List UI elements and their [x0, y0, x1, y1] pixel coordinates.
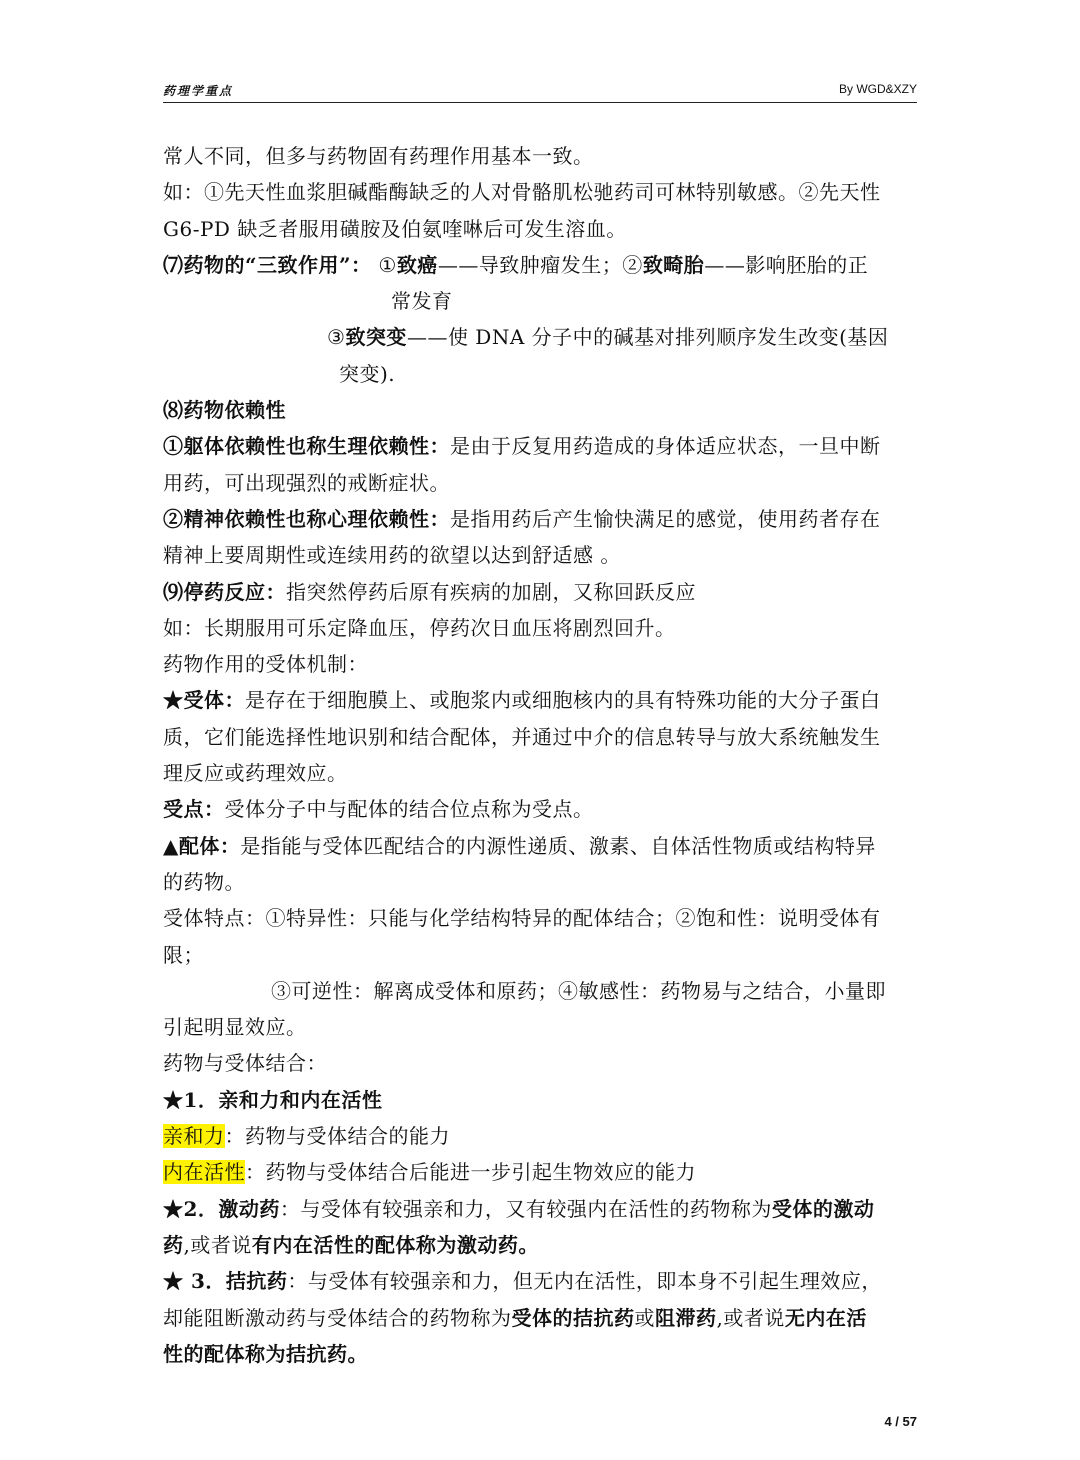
bold-text: 阻滞药	[655, 1305, 717, 1330]
text-run: 受体分子中与配体的结合位点称为受点。	[224, 797, 594, 822]
text-run: ,或者说	[716, 1305, 785, 1330]
text-line	[163, 973, 917, 1009]
text-line	[163, 1045, 917, 1081]
page-number: 4 / 57	[884, 1414, 917, 1429]
text-line	[163, 610, 917, 646]
text-run: 引起明显效应。	[163, 1015, 307, 1040]
text-run: 常发育	[391, 289, 453, 314]
text-run: 质，它们能选择性地识别和结合配体，并通过中介的信息转导与放大系统触发生	[163, 724, 881, 749]
header-title: 药理学重点	[163, 84, 234, 98]
text-line	[163, 1336, 917, 1372]
text-run: ：与受体有较强亲和力，但无内在活性，即本身不引起生理效应，	[287, 1269, 882, 1294]
text-line	[163, 755, 917, 791]
text-line	[163, 1227, 917, 1263]
bold-text: ▲配体：	[163, 833, 241, 858]
text-line	[163, 465, 917, 501]
bold-text: 药	[163, 1232, 184, 1257]
page-header	[163, 80, 917, 103]
text-line	[163, 319, 917, 355]
text-line	[163, 138, 917, 174]
bold-text: ①躯体依赖性也称生理依赖性：	[163, 434, 450, 459]
text-line	[163, 900, 917, 936]
text-line	[163, 937, 917, 973]
text-line	[163, 283, 917, 319]
bold-text: ★受体：	[163, 688, 245, 713]
text-run: 用药，可出现强烈的戒断症状。	[163, 470, 450, 495]
text-line	[163, 574, 917, 610]
text-run: 常人不同，但多与药物固有药理作用基本一致。	[163, 144, 594, 168]
text-run: 是指能与受体匹配结合的内源性递质、激素、自体活性物质或结构特异	[240, 833, 876, 858]
text-run: 受体特点：①特异性：只能与化学结构特异的配体结合；②饱和性：说明受体有	[163, 906, 881, 931]
text-run: 的药物。	[163, 869, 245, 894]
bold-text: 致突变	[345, 325, 407, 350]
bold-text: 致癌	[396, 252, 438, 277]
text-run: ——使 DNA 分子中的碱基对排列顺序发生改变(基因	[406, 325, 889, 350]
bold-text: 受体的激动	[771, 1196, 875, 1221]
text-line	[163, 646, 917, 682]
text-line	[163, 1154, 917, 1190]
text-run: 或	[634, 1305, 655, 1330]
text-line	[163, 828, 917, 864]
bold-text: ★ 3．拮抗药	[163, 1269, 288, 1294]
bold-text: ②精神依赖性也称心理依赖性：	[163, 506, 450, 531]
text-run: ③	[327, 325, 346, 350]
text-run: 精神上要周期性或连续用药的欲望以达到舒适感 。	[163, 543, 621, 568]
text-line	[163, 791, 917, 827]
text-line	[163, 537, 917, 573]
text-line	[163, 864, 917, 900]
text-run: 突变).	[339, 361, 396, 386]
text-line	[163, 1263, 917, 1299]
header-author: By WGD&XZY	[838, 82, 917, 96]
bold-text: 致畸胎	[642, 252, 705, 277]
text-line	[163, 1300, 917, 1336]
text-run: ：药物与受体结合后能进一步引起生物效应的能力	[245, 1160, 696, 1185]
text-run: 指突然停药后原有疾病的加剧，又称回跃反应	[286, 579, 696, 604]
text-run: 是指用药后产生愉快满足的感觉，使用药者存在	[450, 506, 881, 531]
text-run: ：药物与受体结合的能力	[224, 1124, 450, 1149]
bold-text: 受体的拮抗药	[511, 1305, 635, 1330]
bold-text: 无内在活	[784, 1305, 867, 1330]
text-line	[163, 682, 917, 718]
text-run: ——导致肿瘤发生；②	[437, 252, 643, 277]
text-run: G6-PD 缺乏者服用磺胺及伯氨喹啉后可发生溶血。	[163, 216, 627, 241]
text-run: 理反应或药理效应。	[163, 761, 348, 786]
document-body	[163, 138, 917, 1372]
text-line	[163, 501, 917, 537]
text-line	[163, 1009, 917, 1045]
bold-text: ⑼停药反应：	[163, 579, 286, 604]
text-run: ,或者说	[183, 1232, 252, 1257]
bold-text: ⑻药物依赖性	[163, 398, 286, 423]
text-run: ——影响胚胎的正	[704, 252, 869, 277]
bold-text: ★1．亲和力和内在活性	[163, 1087, 383, 1112]
text-line	[163, 211, 917, 247]
text-line	[163, 392, 917, 428]
highlighted-term: 亲和力	[163, 1124, 225, 1149]
bold-text: 有内在活性的配体称为激动药。	[251, 1232, 539, 1257]
bold-text: 性的配体称为拮抗药。	[163, 1341, 368, 1366]
text-line	[163, 428, 917, 464]
text-run: ③可逆性：解离成受体和原药；④敏感性：药物易与之结合，小量即	[271, 978, 886, 1003]
text-run: 如：①先天性血浆胆碱酯酶缺乏的人对骨骼肌松驰药司可林特别敏感。②先天性	[163, 180, 881, 205]
text-line	[163, 1082, 917, 1118]
text-run: 限；	[163, 942, 204, 967]
text-run: ：与受体有较强亲和力，又有较强内在活性的药物称为	[279, 1196, 772, 1221]
text-run: 却能阻断激动药与受体结合的药物称为	[163, 1305, 512, 1330]
bold-text: ★2．激动药	[163, 1196, 280, 1221]
text-run: 药物作用的受体机制：	[163, 652, 368, 677]
text-run: 是由于反复用药造成的身体适应状态，一旦中断	[450, 434, 881, 459]
text-line	[163, 247, 917, 283]
highlighted-term: 内在活性	[163, 1160, 245, 1185]
text-line	[163, 174, 917, 210]
text-line	[163, 719, 917, 755]
text-run: 药物与受体结合：	[163, 1051, 327, 1076]
text-run: 如：长期服用可乐定降血压，停药次日血压将剧烈回升。	[163, 615, 676, 640]
text-line	[163, 1118, 917, 1154]
bold-text: ⑺药物的“三致作用”：	[163, 252, 372, 277]
text-line	[163, 1191, 917, 1227]
text-line	[163, 356, 917, 392]
text-run: ①	[371, 252, 397, 277]
bold-text: 受点：	[163, 797, 225, 822]
text-run: 是存在于细胞膜上、或胞浆内或细胞核内的具有特殊功能的大分子蛋白	[245, 688, 881, 713]
